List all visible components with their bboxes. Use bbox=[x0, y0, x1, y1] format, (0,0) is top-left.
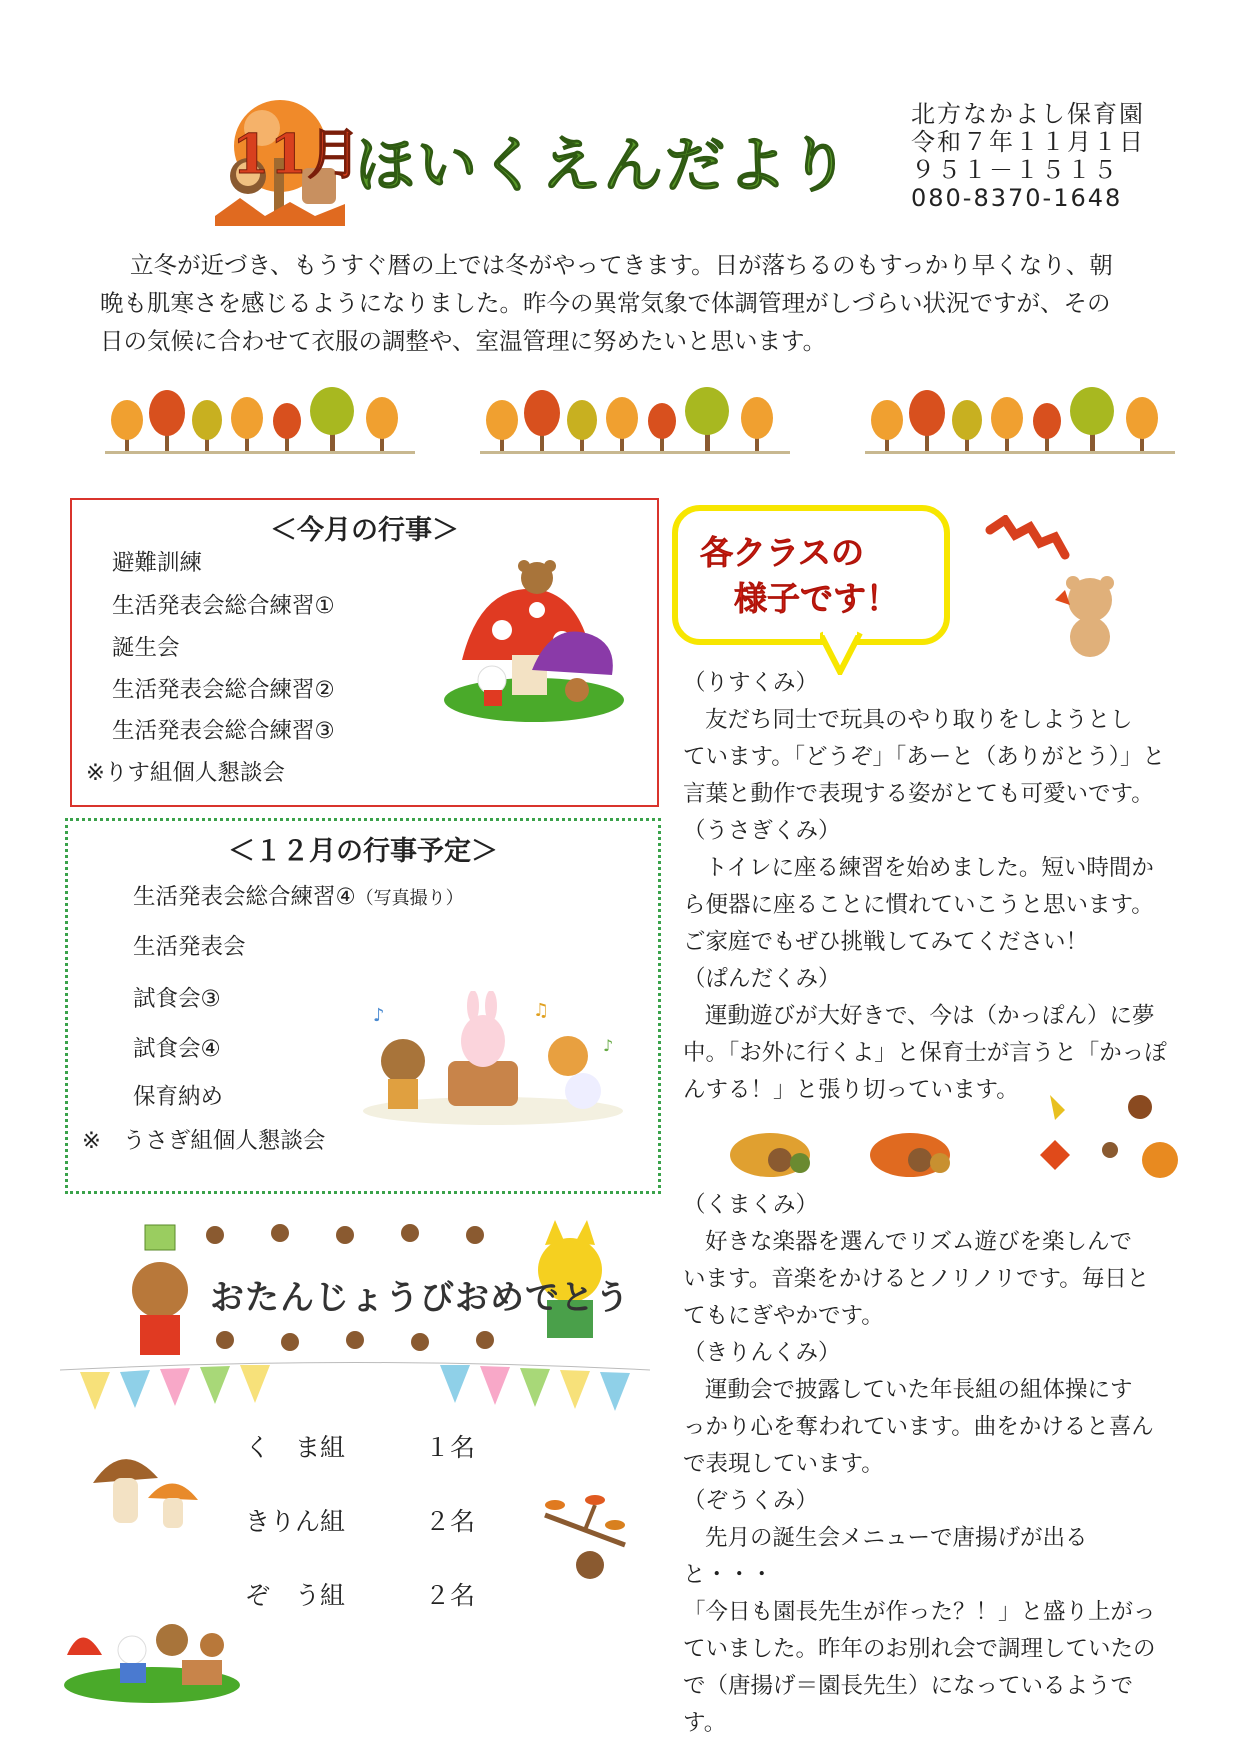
org-info bbox=[911, 100, 1161, 212]
bear-with-leaves-illustration bbox=[985, 515, 1135, 660]
mushroom-animals-illustration bbox=[442, 550, 627, 725]
class-text-line: います。音楽をかけるとノリノリです。毎日と bbox=[683, 1266, 1150, 1292]
class-section-kirin bbox=[683, 1335, 1173, 1483]
autumn-trees-decoration bbox=[105, 385, 1185, 465]
event-item: 誕生会 bbox=[112, 635, 180, 661]
this-month-events-box bbox=[70, 498, 659, 807]
event-item: 生活発表会総合練習③ bbox=[112, 718, 335, 744]
class-name: （りすくみ） bbox=[683, 670, 819, 696]
bubble-line: 各クラスの bbox=[700, 533, 865, 572]
svg-text:♪: ♪ bbox=[373, 1005, 385, 1026]
animals-corner-illustration bbox=[62, 1595, 242, 1705]
intro-line: 晩も肌寒さを感じるようになりました。昨今の異常気象で体調管理がしづらい状況ですが、その bbox=[100, 289, 1111, 317]
december-item: 保育納め bbox=[133, 1084, 224, 1110]
phone-1: ９５１－１５１５ bbox=[911, 156, 1119, 184]
phone-2: 080-8370-1648 bbox=[911, 184, 1123, 212]
bubble-line: 様子です！ bbox=[734, 579, 899, 618]
autumn-leaves-decoration bbox=[720, 1085, 1190, 1195]
birthday-class: く ま組 bbox=[245, 1433, 346, 1462]
org-name: 北方なかよし保育園 bbox=[911, 100, 1145, 128]
december-item bbox=[133, 879, 464, 911]
class-text-line: で（唐揚げ＝園長先生）になっているようです。 bbox=[683, 1673, 1134, 1736]
class-section-risu bbox=[683, 665, 1173, 813]
event-item: ※りす組個人懇談会 bbox=[86, 760, 285, 786]
class-text-line: 友だち同士で玩具のやり取りをしようとし bbox=[705, 707, 1133, 733]
bubble-text bbox=[700, 530, 940, 622]
december-item: 試食会③ bbox=[133, 986, 221, 1012]
birthday-count: １名 bbox=[425, 1433, 476, 1462]
december-item: 試食会④ bbox=[133, 1036, 221, 1062]
branch-hedgehog-illustration bbox=[535, 1475, 635, 1585]
class-name: （ぱんだくみ） bbox=[683, 966, 841, 992]
class-text-line: 言葉と動作で表現する姿がとても可愛いです。 bbox=[683, 781, 1154, 807]
class-text-line: で表現しています。 bbox=[683, 1451, 884, 1477]
birthday-count: ２名 bbox=[425, 1507, 476, 1536]
class-text-line: んする！」と張り切っています。 bbox=[683, 1077, 1019, 1103]
class-name: （きりんくみ） bbox=[683, 1340, 841, 1366]
class-text-line: 好きな楽器を選んでリズム遊びを楽しんで bbox=[705, 1229, 1133, 1255]
svg-text:♪: ♪ bbox=[603, 1036, 614, 1055]
events-title: ＜今月の行事＞ bbox=[270, 515, 459, 546]
class-text-line: 中。「お外に行くよ」と保育士が言うと「かっぽ bbox=[683, 1040, 1167, 1066]
birthday-class: きりん組 bbox=[245, 1507, 346, 1536]
class-text-line: ていました。昨年のお別れ会で調理していたの bbox=[683, 1636, 1156, 1662]
december-title: ＜１２月の行事予定＞ bbox=[228, 836, 498, 867]
class-text-line: ご家庭でもぜひ挑戦してみてください！ bbox=[683, 929, 1089, 955]
class-text-line: 先月の誕生会メニューで唐揚げが出ると・・・ bbox=[683, 1525, 1088, 1588]
class-section-usagi bbox=[683, 813, 1173, 961]
class-name: （ぞうくみ） bbox=[683, 1488, 819, 1514]
title-month: 11月 bbox=[232, 122, 362, 186]
december-item-label: うさぎ組個人懇談会 bbox=[122, 1128, 326, 1154]
class-text-line: 運動会で披露していた年長組の組体操にす bbox=[705, 1377, 1133, 1403]
class-section-kuma bbox=[683, 1187, 1173, 1335]
event-item: 生活発表会総合練習① bbox=[112, 593, 335, 619]
intro-text bbox=[100, 246, 1190, 360]
note-mark: ※ bbox=[82, 1128, 101, 1154]
issue-date: 令和７年１１月１日 bbox=[911, 128, 1145, 156]
december-item: 生活発表会 bbox=[133, 934, 246, 960]
photo-note: （写真撮り） bbox=[355, 888, 464, 909]
birthday-count: ２名 bbox=[425, 1581, 476, 1610]
music-animals-illustration bbox=[353, 991, 628, 1131]
event-item: 避難訓練 bbox=[112, 550, 203, 576]
class-text-line: ら便器に座ることに慣れていこうと思います。 bbox=[683, 892, 1154, 918]
event-item: 生活発表会総合練習② bbox=[112, 677, 335, 703]
mushrooms-illustration bbox=[88, 1438, 208, 1538]
class-text-line: っかり心を奪われています。曲をかけると喜ん bbox=[683, 1414, 1154, 1440]
december-events-box bbox=[65, 818, 661, 1194]
class-text-line: てもにぎやかです。 bbox=[683, 1303, 884, 1329]
class-text-line: トイレに座る練習を始めました。短い時間か bbox=[705, 855, 1154, 881]
bunting-flags bbox=[60, 1360, 650, 1440]
december-item bbox=[82, 1123, 325, 1155]
class-name: （うさぎくみ） bbox=[683, 818, 841, 844]
birthday-class: ぞ う組 bbox=[245, 1581, 346, 1610]
class-section-zou bbox=[683, 1483, 1173, 1742]
intro-line: 日の気候に合わせて衣服の調整や、室温管理に努めたいと思います。 bbox=[100, 327, 827, 355]
intro-line: 立冬が近づき、もうすぐ暦の上では冬がやってきます。日が落ちるのもすっかり早くなり、朝 bbox=[130, 251, 1113, 279]
newsletter-title: ほいくえんだより bbox=[355, 131, 851, 201]
svg-text:♫: ♫ bbox=[533, 1000, 550, 1021]
class-text-line: 運動遊びが大好きで、今は（かっぽん）に夢 bbox=[705, 1003, 1155, 1029]
class-name: （くまくみ） bbox=[683, 1192, 819, 1218]
birthday-title: おたんじょうびおめでとう bbox=[210, 1278, 630, 1318]
class-text-line: ています。「どうぞ」「あーと（ありがとう）」と bbox=[683, 744, 1165, 770]
class-text-line: 「今日も園長先生が作った？！」と盛り上がっ bbox=[683, 1599, 1156, 1625]
december-item-label: 生活発表会総合練習④ bbox=[133, 884, 356, 910]
